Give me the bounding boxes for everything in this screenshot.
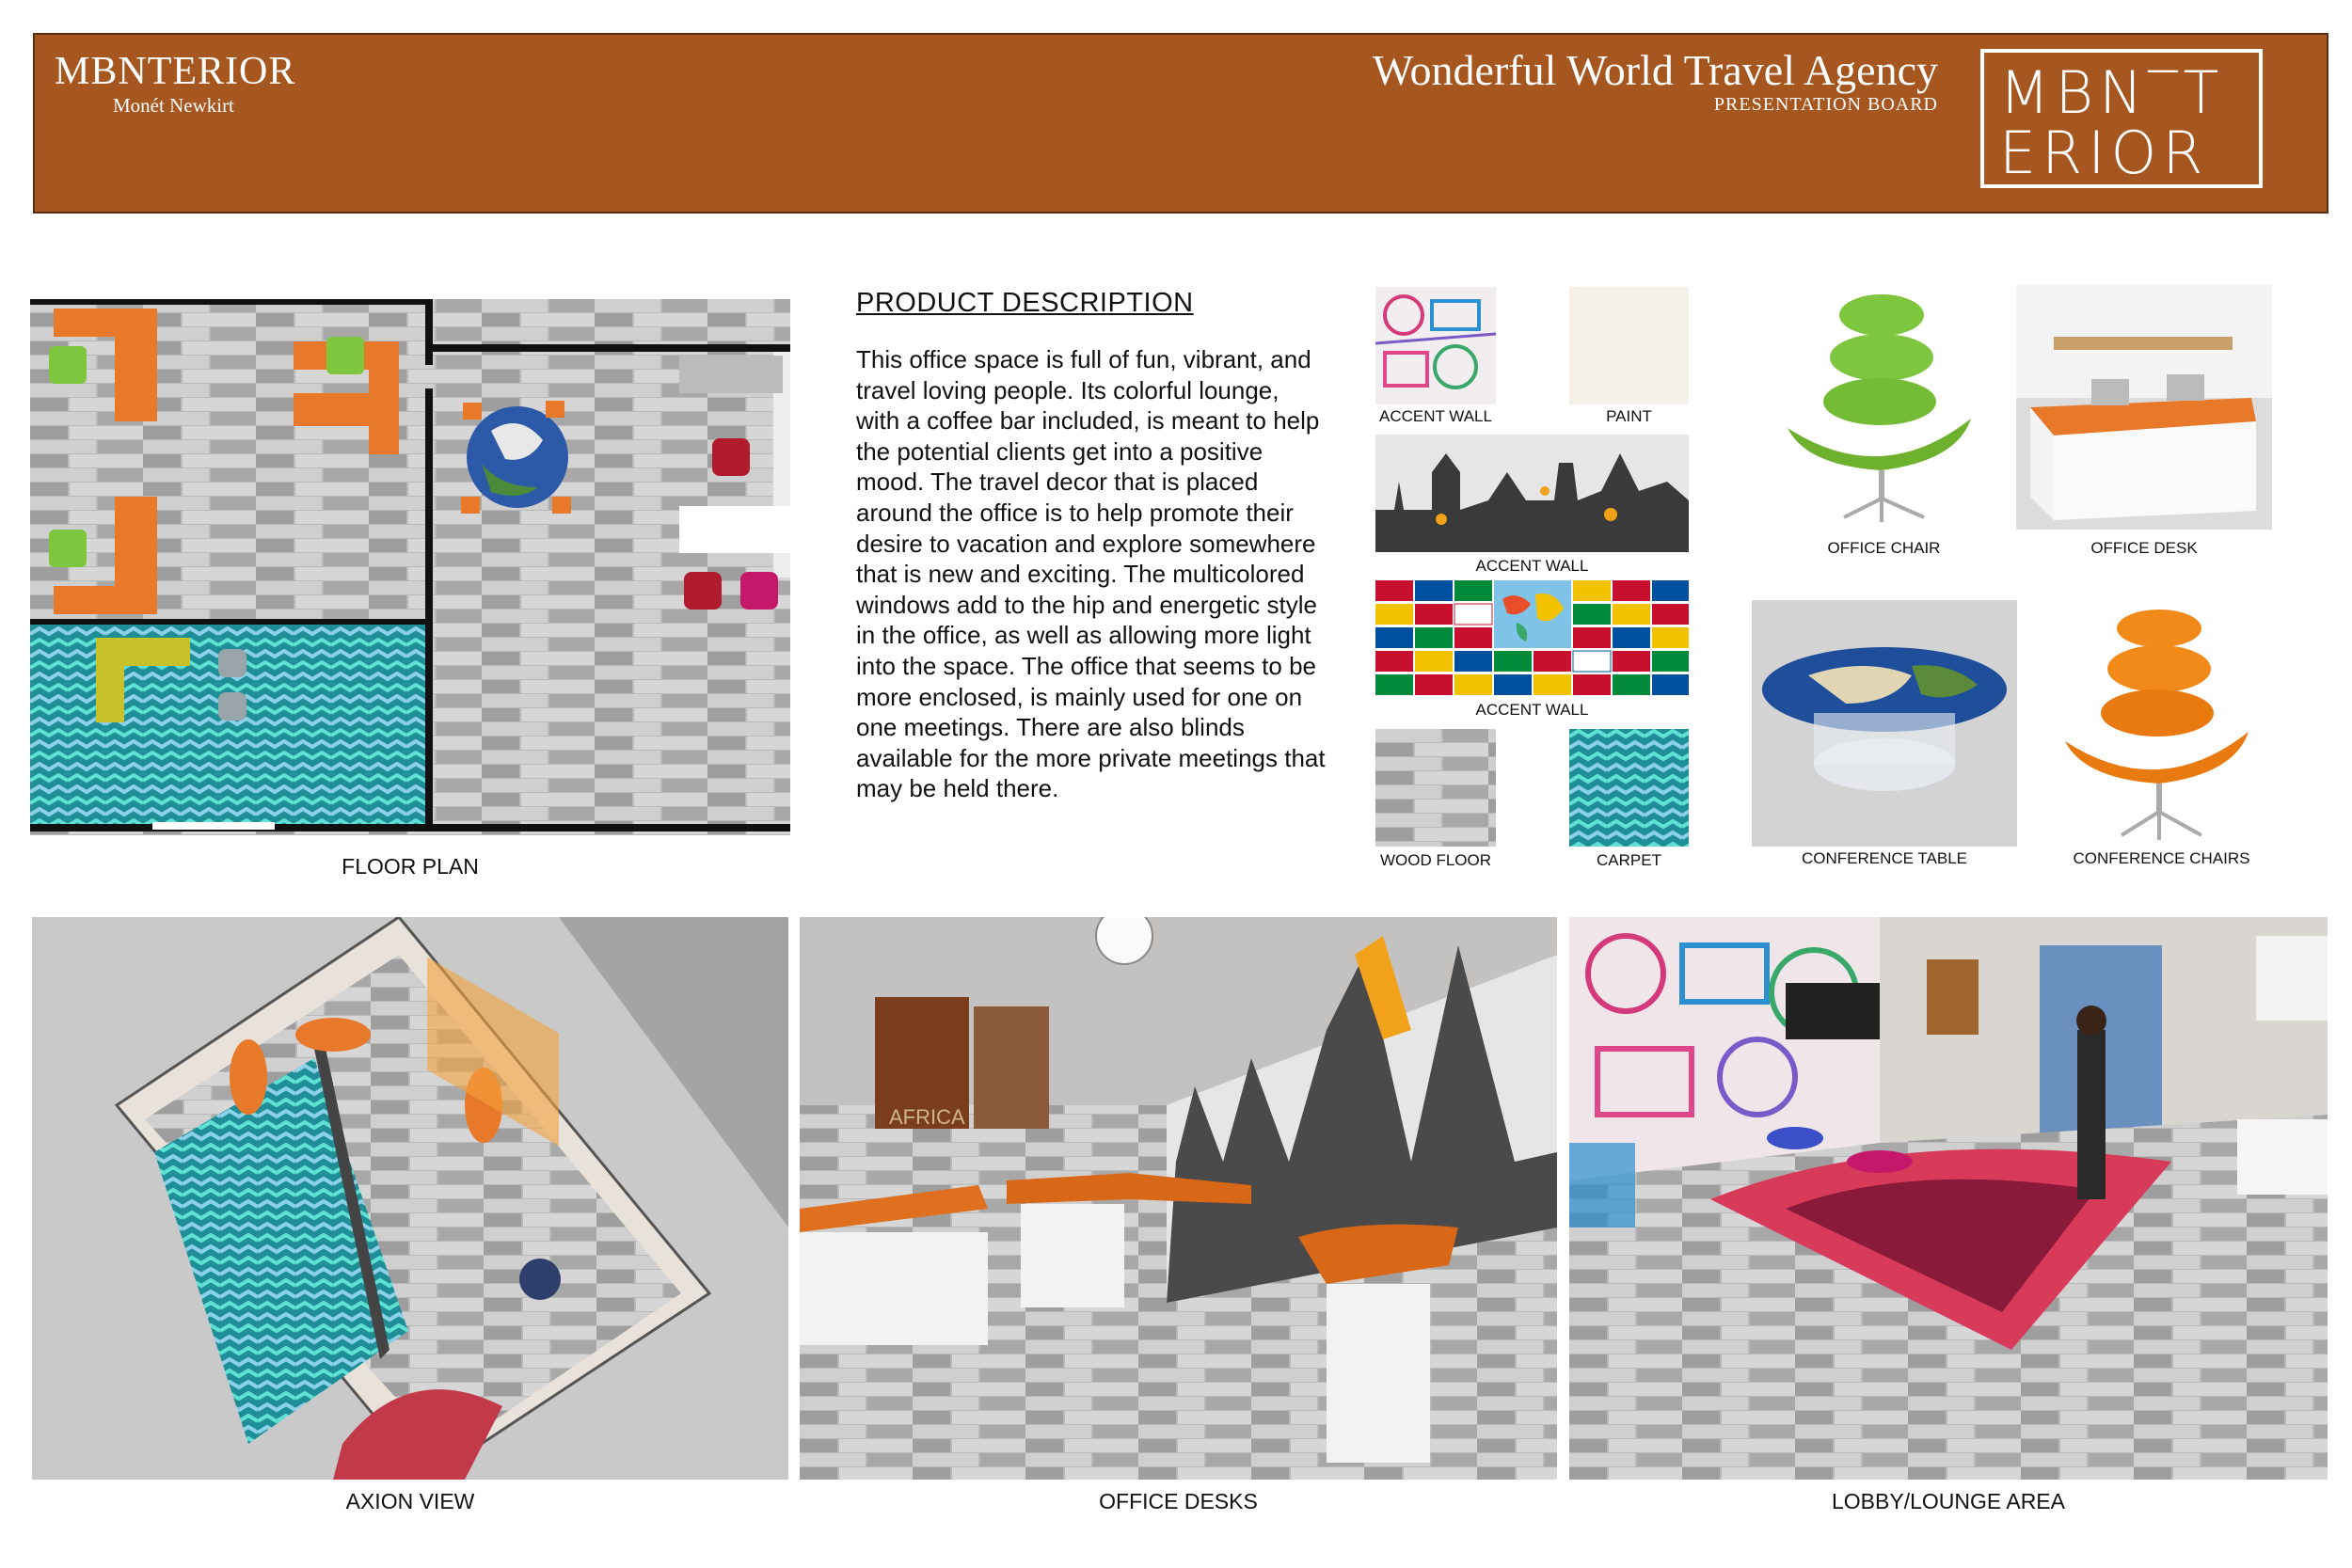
conference-chairs-image: [2046, 605, 2277, 845]
lobby-lounge-caption: LOBBY/LOUNGE AREA: [1832, 1489, 2065, 1513]
office-desks-caption: OFFICE DESKS: [1099, 1489, 1258, 1513]
axion-view-caption: AXION VIEW: [345, 1489, 475, 1513]
description-body: This office space is full of fun, vibrant, and travel loving people. Its colorful lounge, with a coffee bar included, is meant to help the potential clients get into a positive mood. The travel decor that is placed around the office is to help promote their desire to vacation and explore somewhere that is new and exciting. The multicolored windows add to the hip and energetic style in the office, as well as allowing more light into the space. The office that seems to be more enclosed, is mainly used for one on one meetings. There are also blinds available for the more private meetings that may be held there.: [856, 345, 1326, 803]
conference-table-label: CONFERENCE TABLE: [1801, 849, 1968, 867]
logo-line-2: ERIOR: [1999, 119, 2209, 187]
project-subtitle: PRESENTATION BOARD: [1713, 94, 1938, 115]
description-heading: PRODUCT DESCRIPTION: [856, 288, 1194, 318]
project-title: Wonderful World Travel Agency: [1372, 46, 1938, 94]
office-desk-image: [2016, 285, 2272, 530]
accent-wall-flags-swatch: [1375, 580, 1689, 698]
accent-wall-skyline-swatch: [1375, 435, 1689, 552]
lobby-lounge-image: [1569, 917, 2328, 1480]
wood-floor-label: WOOD FLOOR: [1379, 851, 1492, 869]
brand-name: MBNTERIOR: [55, 50, 296, 93]
wood-floor-swatch: [1375, 729, 1496, 847]
floor-plan-caption: FLOOR PLAN: [342, 854, 479, 879]
logo-line-1: MBN‾T: [1999, 58, 2225, 127]
office-chair-label: OFFICE CHAIR: [1827, 539, 1941, 557]
poster-africa-text: AFRICA: [889, 1105, 965, 1129]
office-chair-image: [1769, 287, 1999, 527]
paint-swatch: [1569, 287, 1689, 404]
accent-wall-3-label: ACCENT WALL: [1475, 701, 1589, 719]
office-desk-label: OFFICE DESK: [2090, 539, 2198, 557]
carpet-swatch: [1569, 729, 1689, 847]
office-desks-image: [800, 917, 1557, 1480]
conference-chairs-label: CONFERENCE CHAIRS: [2073, 849, 2250, 867]
accent-wall-1-label: ACCENT WALL: [1379, 407, 1492, 425]
accent-wall-stamp-swatch: [1375, 287, 1496, 404]
paint-label: PAINT: [1606, 407, 1652, 425]
floor-plan-image: [30, 299, 790, 835]
carpet-label: CARPET: [1597, 851, 1661, 869]
axion-view-image: [32, 917, 788, 1480]
conference-table-image: [1752, 600, 2017, 847]
accent-wall-2-label: ACCENT WALL: [1475, 557, 1589, 575]
designer-name: Monét Newkirt: [113, 94, 234, 117]
logo: [1980, 49, 2263, 188]
